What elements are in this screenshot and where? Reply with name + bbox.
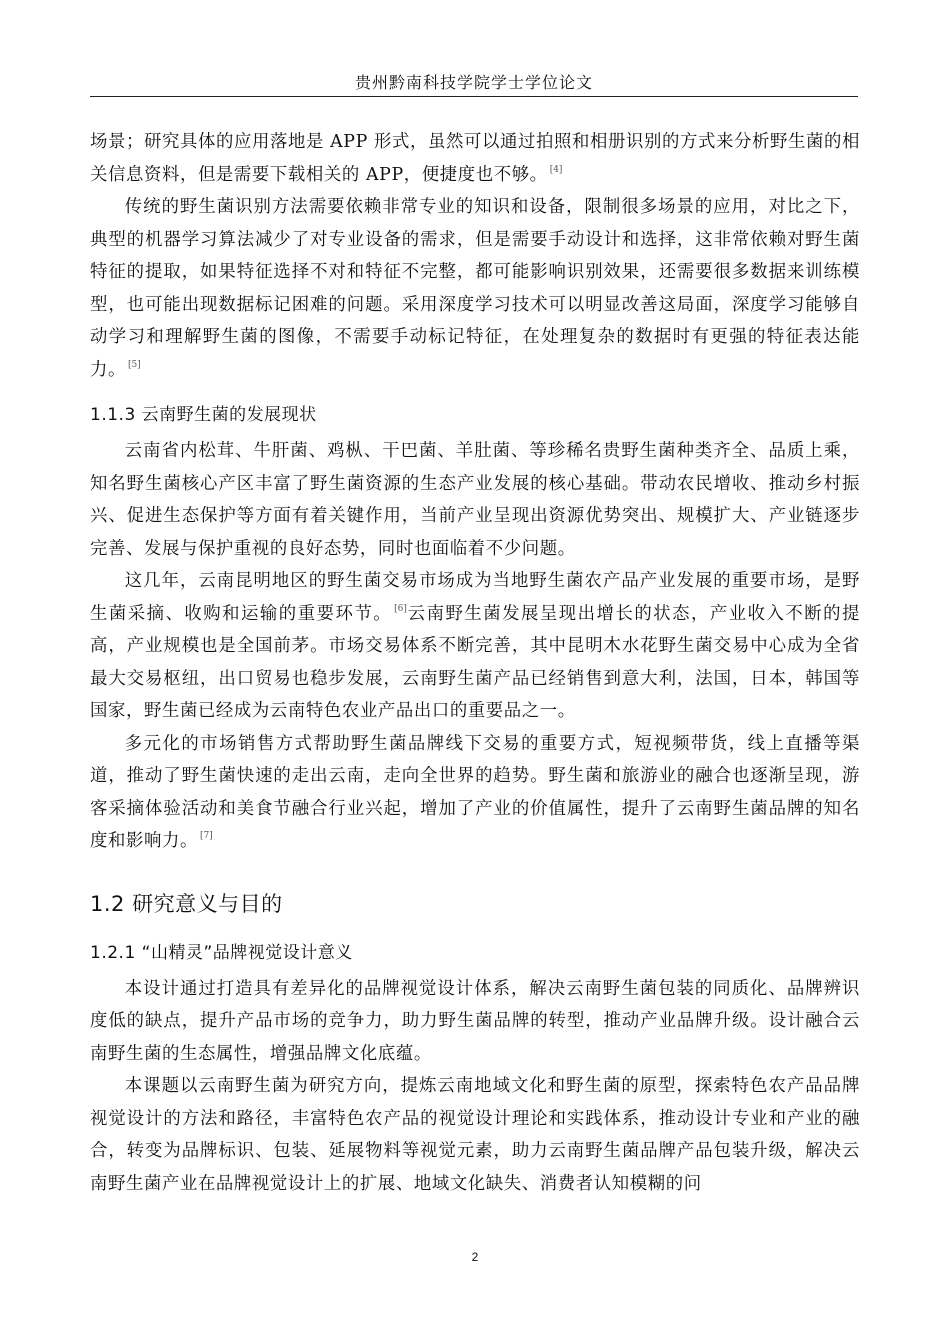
body-paragraph [90,728,860,858]
citation-ref: [4] [549,164,563,175]
citation-ref: [7] [199,831,213,841]
section-heading: 1.2.1 “山精灵”品牌视觉设计意义 [90,942,353,963]
page-number: 2 [471,1250,479,1264]
body-paragraph [90,1070,860,1200]
paragraph-text: 云南省内松茸、牛肝菌、鸡枞、干巴菌、羊肚菌、等珍稀名贵野生菌种类齐全、品质上乘，知名野生菌核心产区丰富了野生菌资源的生态产业发展的核心基础。带动农民增收、推动乡村振兴、促进生态保护等方面有着关键作用，当前产业呈现出资源优势突出、规模扩大、产业链逐步完善、发展与保护重视的良好态势，同时也面临着不少问题。 [90,441,860,559]
header-title: 贵州黔南科技学院学士学位论文 [354,73,593,92]
body-paragraph [90,435,860,565]
paragraph-text: 多元化的市场销售方式帮助野生菌品牌线下交易的重要方式，短视频带货，线上直播等渠道，推动了野生菌快速的走出云南，走向全世界的趋势。野生菌和旅游业的融合也逐渐呈现，游客采摘体验活动和美食节融合行业兴起，增加了产业的价值属性，提升了云南野生菌品牌的知名度和影响力。 [90,733,860,851]
paragraph-text: 这几年，云南昆明地区的野生菌交易市场成为当地野生菌农产品产业发展的重要市场，是野生菌采摘、收购和运输的重要环节。 [90,571,860,624]
paragraph-text: 传统的野生菌识别方法需要依赖非常专业的知识和设备，限制很多场景的应用，对比之下，典型的机器学习算法减少了对专业设备的需求，但是需要手动设计和选择，这非常依赖对野生菌特征的提取，如果特征选择不对和特征不完整，都可能影响识别效果，还需要很多数据来训练模型，也可能出现数据标记困难的问题。采用深度学习技术可以明显改善这局面，深度学习能够自动学习和理解野生菌的图像，不需要手动标记特征，在处理复杂的数据时有更强的特征表达能力。 [90,197,860,380]
page-header [90,70,858,97]
paragraph-text: 场景；研究具体的应用落地是 APP 形式，虽然可以通过拍照和相册识别的方式来分析野生菌的相关信息资料，但是需要下载相关的 APP，便捷度也不够。 [90,132,860,185]
chapter-heading: 1.2 研究意义与目的 [90,891,283,916]
body-paragraph [90,973,860,1071]
citation-ref: [6] [394,603,407,614]
paragraph-text: 本设计通过打造具有差异化的品牌视觉设计体系，解决云南野生菌包装的同质化、品牌辨识度低的缺点，提升产品市场的竞争力，助力野生菌品牌的转型，推动产业品牌升级。设计融合云南野生菌的生态属性，增强品牌文化底蕴。 [90,978,860,1064]
paragraph-text: 本课题以云南野生菌为研究方向，提炼云南地域文化和野生菌的原型，探索特色农产品品牌视觉设计的方法和路径，丰富特色农产品的视觉设计理论和实践体系，推动设计专业和产业的融合，转变为品牌标识、包装、延展物料等视觉元素，助力云南野生菌品牌产品包装升级，解决云南野生菌产业在品牌视觉设计上的扩展、地域文化缺失、消费者认知模糊的问 [90,1076,860,1194]
body-paragraph [90,126,860,191]
section-heading: 1.1.3 云南野生菌的发展现状 [90,405,317,425]
paragraph-text: 云南野生菌发展呈现出增长的状态，产业收入不断的提高，产业规模也是全国前茅。市场交易体系不断完善，其中昆明木水花野生菌交易中心成为全省最大交易枢纽，出口贸易也稳步发展，云南野生菌产品已经销售到意大利，法国，日本，韩国等国家，野生菌已经成为云南特色农业产品出口的重要品之一。 [90,603,861,721]
citation-ref: [5] [127,359,141,370]
body-paragraph [90,565,860,728]
page-body [90,126,860,1200]
body-paragraph [90,191,860,386]
